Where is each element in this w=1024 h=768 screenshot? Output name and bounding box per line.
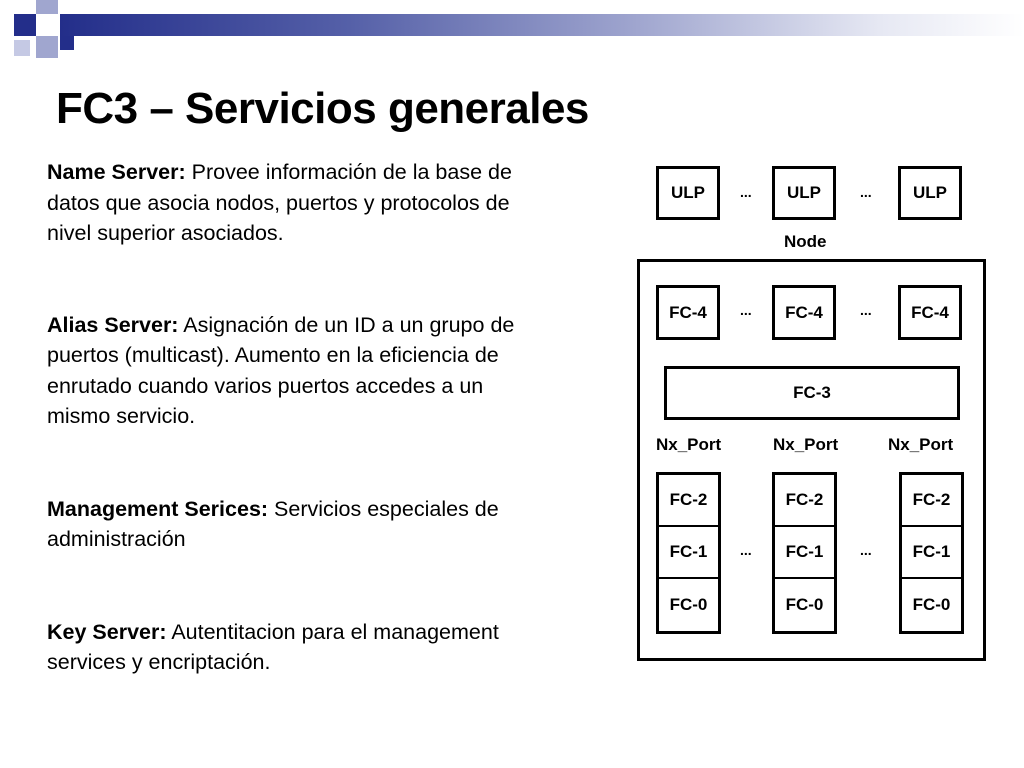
service-description: Servicios especiales de administración	[47, 496, 499, 551]
port-stack	[899, 472, 964, 634]
services-list	[47, 157, 527, 678]
nx-port-label: Nx_Port	[773, 435, 839, 454]
fc2-layer: FC-2	[902, 475, 961, 527]
fc0-layer: FC-0	[669, 595, 708, 614]
page-title: FC3 – Servicios generales	[56, 84, 589, 133]
ulp-box: ULP	[898, 166, 962, 220]
port-stack	[656, 472, 721, 634]
corner-square-light	[36, 36, 58, 58]
ulp-box: ULP	[656, 166, 720, 220]
fc4-box: FC-4	[772, 285, 836, 340]
corner-square-light	[14, 40, 30, 56]
service-management	[47, 494, 527, 555]
port-stack	[772, 472, 837, 634]
fc0-layer: FC-0	[785, 595, 824, 614]
fc0-layer: FC-0	[912, 595, 951, 614]
service-key-server	[47, 617, 527, 678]
corner-square-light	[36, 0, 58, 14]
fc4-box: FC-4	[656, 285, 720, 340]
ellipsis: ...	[860, 184, 872, 200]
fc2-layer: FC-2	[659, 475, 718, 527]
service-name: Key Server:	[47, 619, 167, 644]
ellipsis: ...	[740, 542, 752, 558]
fc3-box: FC-3	[664, 366, 960, 420]
service-description: Autentitacion para el management services y encriptación.	[47, 619, 499, 674]
ellipsis: ...	[860, 302, 872, 318]
service-name: Alias Server:	[47, 312, 179, 337]
fc4-box: FC-4	[898, 285, 962, 340]
fc1-layer: FC-1	[902, 527, 961, 579]
service-description: Provee información de la base de datos que asocia nodos, puertos y protocolos de nivel superior asociados.	[47, 160, 512, 245]
header-gradient-bar	[60, 14, 1024, 36]
node-label: Node	[784, 232, 827, 251]
service-name: Management Serices:	[47, 496, 269, 521]
ulp-box: ULP	[772, 166, 836, 220]
service-alias-server	[47, 310, 527, 432]
ellipsis: ...	[740, 184, 752, 200]
fc1-layer: FC-1	[775, 527, 834, 579]
service-description: Asignación de un ID a un grupo de puertos (multicast). Aumento en la eficiencia de enrutado cuando varios puertos accedes a un mismo servicio.	[47, 312, 515, 428]
corner-square-dark	[60, 36, 74, 50]
nx-port-label: Nx_Port	[656, 435, 722, 454]
service-name: Name Server:	[47, 160, 186, 184]
fc1-layer: FC-1	[659, 527, 718, 579]
ellipsis: ...	[860, 542, 872, 558]
fc2-layer: FC-2	[775, 475, 834, 527]
corner-square-dark	[14, 14, 36, 36]
nx-port-label: Nx_Port	[888, 435, 954, 454]
ellipsis: ...	[740, 302, 752, 318]
service-name-server	[47, 157, 527, 249]
node-diagram	[636, 158, 992, 666]
